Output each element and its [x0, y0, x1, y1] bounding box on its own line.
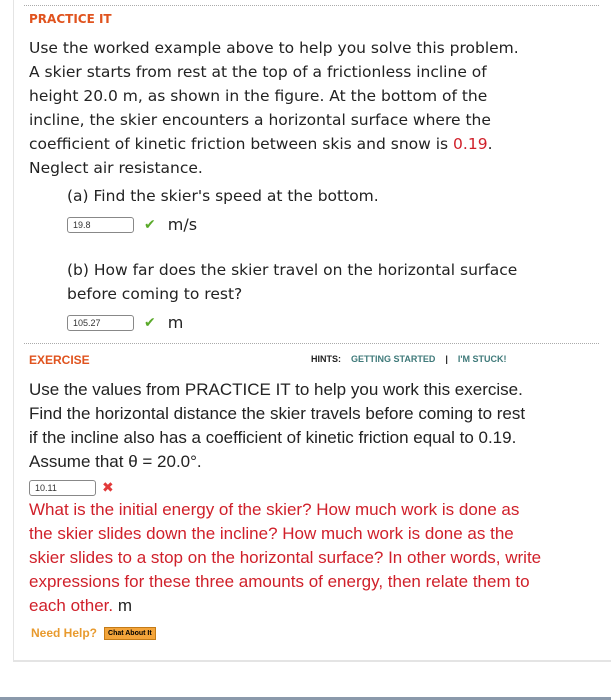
exercise-answer-input[interactable]: 10.11 [29, 480, 96, 496]
part-a-question: (a) Find the skier's speed at the bottom. [67, 187, 379, 205]
part-a-unit: m/s [167, 215, 198, 234]
problem-text-part: A skier starts from rest at the top of a frictionless incline of height 20.0 m, as shown in the figure. At the bottom of the incline, the skier encounters a horizontal surface where the coefficient of kinetic friction between skis and snow is [29, 63, 491, 153]
practice-problem [29, 36, 589, 180]
check-icon: ✔ [144, 314, 156, 331]
part-b-unit: m [167, 313, 184, 332]
part-a-answer-row [67, 215, 197, 234]
hint-stuck-link[interactable]: I'M STUCK! [457, 354, 507, 364]
hint-separator: | [445, 354, 448, 364]
part-b-answer-row [67, 313, 183, 332]
problem-text-end: . [487, 135, 493, 153]
exercise-feedback [29, 498, 544, 618]
divider [24, 343, 599, 344]
feedback-text: What is the initial energy of the skier? How much work is done as the skier slides down the incline? How much work is done as the skier slides to a stop on the horizontal surface? In other words, write expressions for these three amounts of energy, then relate them to each other. [29, 500, 542, 615]
intro-text: Use the worked example above to help you solve this problem. [29, 39, 519, 57]
x-icon: ✖ [102, 480, 114, 496]
exercise-unit: m [117, 596, 133, 615]
need-help [31, 626, 156, 640]
check-icon: ✔ [144, 216, 156, 233]
need-help-label: Need Help? [31, 626, 98, 640]
problem-text [29, 60, 529, 156]
practice-heading: PRACTICE IT [29, 12, 112, 26]
part-a-answer-input[interactable]: 19.8 [67, 217, 134, 233]
chat-about-it-button[interactable]: Chat About It [104, 627, 156, 640]
hint-getting-started-link[interactable]: GETTING STARTED [351, 354, 436, 364]
hints-bar [311, 354, 507, 364]
hints-label: HINTS: [311, 354, 341, 364]
exercise-answer-row [29, 480, 114, 496]
exercise-text: Use the values from PRACTICE IT to help you work this exercise. Find the horizontal distance the skier travels before coming to rest if the incline also has a coefficient of kinetic friction equal to 0.19. Assume that θ = 20.0°. [29, 380, 526, 471]
exercise-heading: EXERCISE [29, 353, 90, 367]
part-b-answer-input[interactable]: 105.27 [67, 315, 134, 331]
neglect-text: Neglect air resistance. [29, 159, 203, 177]
mu-value: 0.19 [453, 135, 488, 153]
divider [24, 5, 599, 6]
part-b-question: (b) How far does the skier travel on the horizontal surface before coming to rest? [67, 261, 518, 303]
